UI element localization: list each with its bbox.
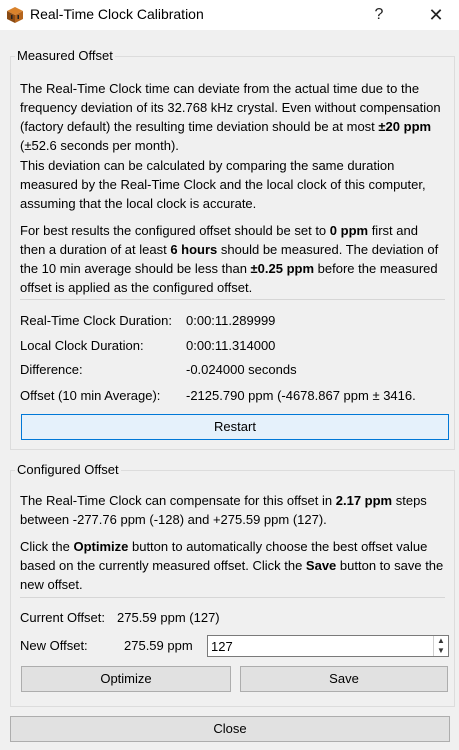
window-title: Real-Time Clock Calibration [30, 6, 204, 22]
difference-label: Difference: [20, 362, 83, 377]
configured-separator [20, 597, 445, 598]
window-close-button[interactable]: ✕ [428, 5, 444, 25]
rtc-duration-label: Real-Time Clock Duration: [20, 313, 172, 328]
current-offset-value: 275.59 ppm (127) [117, 610, 220, 625]
local-duration-value: 0:00:11.314000 [186, 338, 276, 353]
configured-description-2: Click the Optimize button to automatically choose the best offset value based on the currently measured offset. Click the Save button to save the new offset. [20, 539, 444, 592]
local-duration-label: Local Clock Duration: [20, 338, 144, 353]
new-offset-spinbox[interactable] [207, 635, 449, 657]
help-button[interactable]: ? [374, 6, 384, 23]
title-bar [0, 0, 459, 30]
save-button[interactable]: Save [240, 666, 448, 692]
configured-offset-title: Configured Offset [17, 462, 119, 477]
measured-description-3: For best results the configured offset should be set to 0 ppm first and then a duration of at least 6 hours should be measured. The deviation of the 10 min average should be less than ±0.25 ppm before the measured offset is applied as the configured offset. [20, 223, 439, 295]
optimize-button[interactable]: Optimize [21, 666, 231, 692]
measured-description-1: The Real-Time Clock time can deviate from the actual time due to the frequency deviation of its 32.768 kHz crystal. Even without compensation (factory default) the resulting time deviation should be at most ±20 ppm (±52.6 seconds per month). [20, 81, 441, 153]
spin-arrows [433, 636, 448, 656]
new-offset-input[interactable] [211, 638, 411, 654]
difference-value: -0.024000 seconds [186, 362, 297, 377]
new-offset-ppm: 275.59 ppm [124, 638, 193, 653]
restart-button[interactable]: Restart [21, 414, 449, 440]
measured-offset-group [10, 48, 455, 450]
measured-separator [20, 299, 445, 300]
app-icon [6, 6, 24, 24]
offset-average-value: -2125.790 ppm (-4678.867 ppm ± 3416. [186, 388, 416, 403]
configured-description-1: The Real-Time Clock can compensate for this offset in 2.17 ppm steps between -277.76 ppm (-128) and +275.59 ppm (127). [20, 493, 427, 527]
new-offset-label: New Offset: [20, 638, 88, 653]
measured-offset-title: Measured Offset [17, 48, 113, 63]
offset-average-label: Offset (10 min Average): [20, 388, 161, 403]
current-offset-label: Current Offset: [20, 610, 106, 625]
configured-offset-group [10, 462, 455, 707]
rtc-duration-value: 0:00:11.289999 [186, 313, 276, 328]
measured-description-2: This deviation can be calculated by comparing the same duration measured by the Real-Time Clock and the local clock of this computer, assuming that the local clock is accurate. [20, 158, 426, 211]
close-button[interactable]: Close [10, 716, 450, 742]
spin-down-icon[interactable]: ▼ [437, 646, 445, 655]
spin-up-icon[interactable]: ▲ [437, 636, 445, 645]
